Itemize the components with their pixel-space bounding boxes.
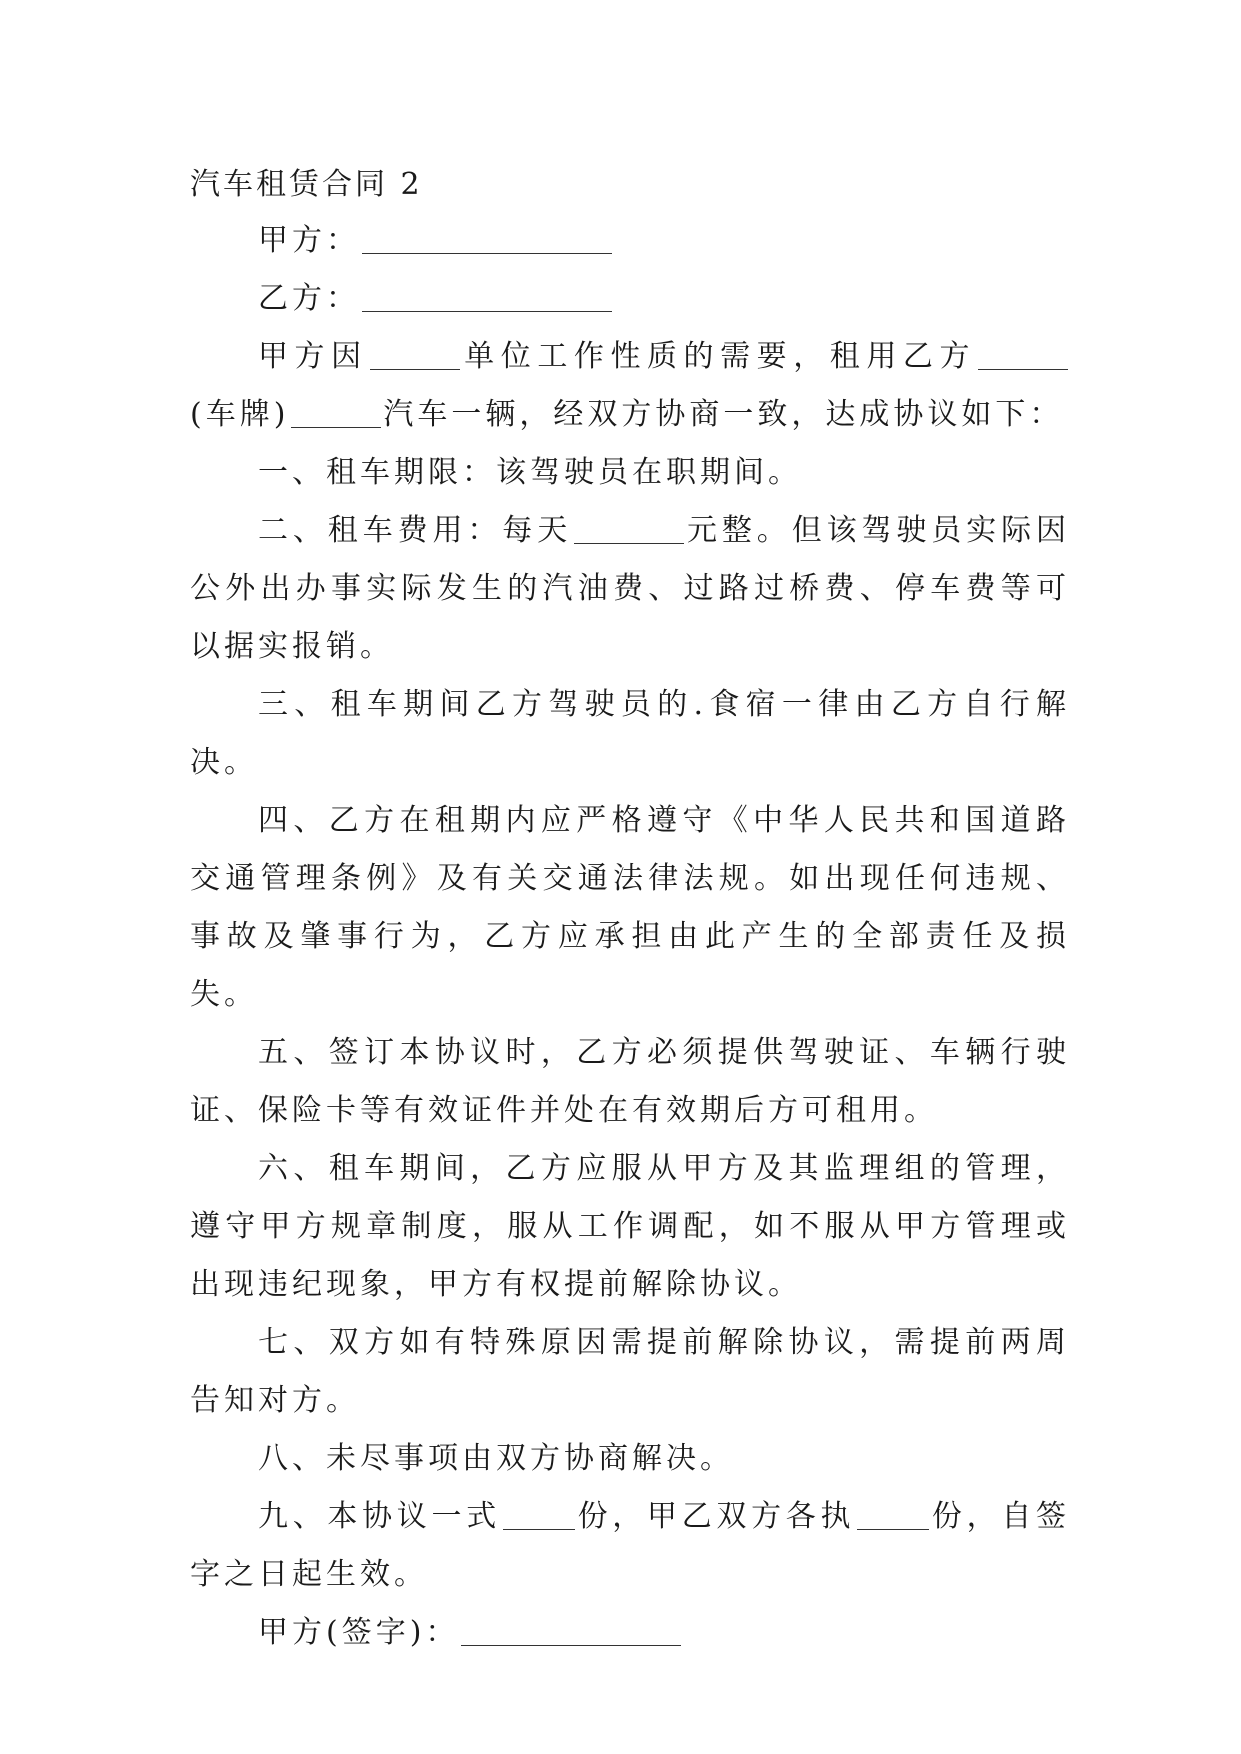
clause-2-text-1: 二、租车费用：每天 — [258, 513, 573, 548]
signature-line-a — [190, 1604, 1070, 1662]
lessor-blank — [978, 339, 1068, 370]
each-copies-blank — [857, 1499, 929, 1530]
party-b-line — [190, 270, 1070, 328]
clause-2 — [190, 502, 1070, 676]
clause-5: 五、签订本协议时，乙方必须提供驾驶证、车辆行驶证、保险卡等有效证件并处在有效期后方可租用。 — [190, 1035, 1070, 1128]
unit-blank — [370, 339, 460, 370]
clause-3: 三、租车期间乙方驾驶员的.食宿一律由乙方自行解决。 — [190, 687, 1070, 780]
document-body — [190, 212, 1070, 1662]
plate-blank — [291, 397, 381, 428]
party-a-line — [190, 212, 1070, 270]
clause-4: 四、乙方在租期内应严格遵守《中华人民共和国道路交通管理条例》及有关交通法律法规。如出现任何违规、事故及肇事行为，乙方应承担由此产生的全部责任及损失。 — [190, 803, 1070, 1012]
signature-a-label: 甲方(签字)： — [258, 1615, 460, 1650]
document-title: 汽车租赁合同 2 — [190, 167, 423, 202]
clause-9 — [190, 1488, 1070, 1604]
clause-6: 六、租车期间，乙方应服从甲方及其监理组的管理，遵守甲方规章制度，服从工作调配，如不服从甲方管理或出现违纪现象，甲方有权提前解除协议。 — [190, 1151, 1070, 1302]
intro-paragraph — [190, 328, 1070, 444]
party-a-blank — [362, 223, 612, 254]
signature-a-blank — [461, 1615, 681, 1646]
intro-text-4: 汽车一辆，经双方协商一致，达成协议如下： — [383, 397, 1064, 432]
party-b-label: 乙方： — [258, 281, 360, 316]
clause-9-text-3: 份，自签字之日起生效。 — [190, 1499, 1071, 1592]
clause-1: 一、租车期限：该驾驶员在职期间。 — [258, 455, 802, 490]
intro-text-3: (车牌) — [190, 397, 290, 432]
clause-2-text-2: 元整。但该驾驶员实际因公外出办事实际发生的汽油费、过路过桥费、停车费等可以据实报销。 — [190, 513, 1071, 664]
party-a-label: 甲方： — [258, 223, 360, 258]
daily-fee-blank — [574, 513, 684, 544]
intro-text-1: 甲方因 — [258, 339, 368, 374]
clause-9-text-2: 份，甲乙双方各执 — [576, 1499, 856, 1534]
intro-text-2: 单位工作性质的需要，租用乙方 — [461, 339, 977, 374]
clause-9-text-1: 九、本协议一式 — [258, 1499, 501, 1534]
copies-blank — [503, 1499, 575, 1530]
clause-8: 八、未尽事项由双方协商解决。 — [258, 1441, 734, 1476]
party-b-blank — [362, 281, 612, 312]
clause-7: 七、双方如有特殊原因需提前解除协议，需提前两周告知对方。 — [190, 1325, 1070, 1418]
